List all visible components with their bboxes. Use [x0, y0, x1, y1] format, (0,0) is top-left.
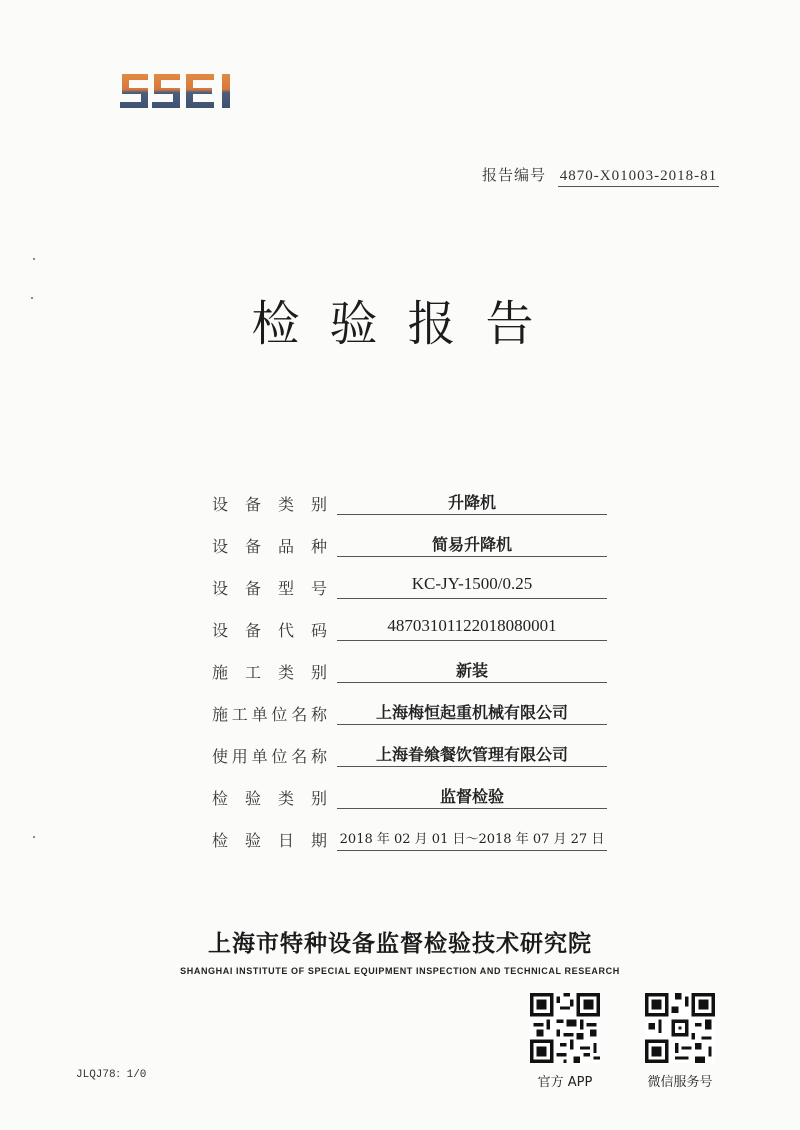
scan-speck	[33, 258, 35, 260]
field-label: 设备代码	[212, 621, 327, 640]
report-number-value: 4870-X01003-2018-81	[558, 168, 719, 187]
field-row-equipment-code	[212, 612, 607, 654]
field-row-construction-unit	[212, 696, 607, 738]
field-label: 施工单位名称	[212, 705, 327, 724]
field-value: 上海梅恒起重机械有限公司	[337, 700, 607, 725]
equipment-info-table	[212, 486, 607, 864]
qr-code-icon	[530, 993, 600, 1063]
institute-name-en: SHANGHAI INSTITUTE OF SPECIAL EQUIPMENT INSPECTION AND TECHNICAL RESEARCH	[180, 966, 620, 976]
field-row-construction-type	[212, 654, 607, 696]
field-value: 上海眷飨餐饮管理有限公司	[337, 742, 607, 767]
field-label: 检验日期	[212, 831, 327, 850]
field-label: 设备品种	[212, 537, 327, 556]
field-value: 2018 年 02 月 01 日～2018 年 07 月 27 日	[337, 826, 607, 851]
field-value: 简易升降机	[337, 532, 607, 557]
field-label: 设备型号	[212, 579, 327, 598]
field-row-equipment-category	[212, 486, 607, 528]
institute-name-cn: 上海市特种设备监督检验技术研究院	[208, 931, 592, 957]
field-value: 48703101122018080001	[337, 616, 607, 641]
field-row-inspection-type	[212, 780, 607, 822]
qr-caption-official-app: 官方 APP	[537, 1075, 593, 1090]
report-number-label: 报告编号	[482, 166, 547, 184]
qr-code-icon	[645, 993, 715, 1063]
scan-speck	[33, 836, 35, 838]
qr-caption-wechat-service: 微信服务号	[647, 1075, 713, 1090]
field-row-equipment-variety	[212, 528, 607, 570]
field-row-inspection-date	[212, 822, 607, 864]
scan-speck	[31, 297, 33, 299]
field-row-equipment-model	[212, 570, 607, 612]
field-label: 使用单位名称	[212, 747, 327, 766]
form-code: JLQJ78：1/0	[76, 1069, 147, 1081]
field-value: 监督检验	[337, 784, 607, 809]
field-value: 升降机	[337, 490, 607, 515]
field-value: KC-JY-1500/0.25	[337, 574, 607, 599]
page-title: 检验报告	[251, 296, 564, 352]
ssei-logo	[118, 72, 253, 110]
field-value: 新装	[337, 658, 607, 683]
report-number	[482, 164, 719, 187]
field-label: 设备类别	[212, 495, 327, 514]
field-label: 检验类别	[212, 789, 327, 808]
field-label: 施工类别	[212, 663, 327, 682]
field-row-user-unit	[212, 738, 607, 780]
